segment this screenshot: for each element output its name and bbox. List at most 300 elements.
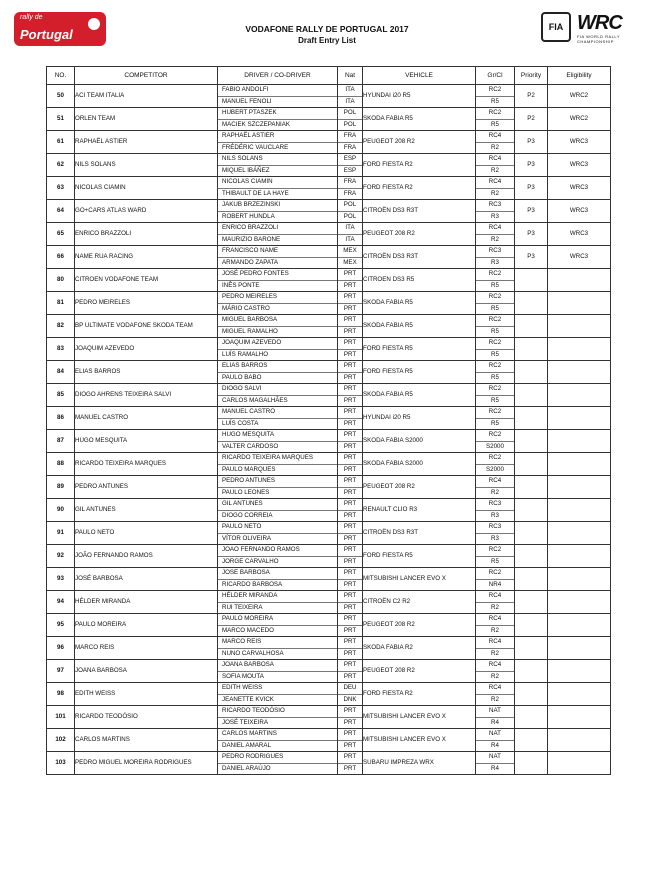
class: R5 [491,327,499,335]
codriver-nationality: PRT [343,396,357,404]
driver-nationality: PRT [338,545,362,557]
priority [515,338,548,361]
priority [515,499,548,522]
driver-name: FRANCISCO NAME [218,246,337,258]
eligibility [548,545,611,568]
table-row [47,752,611,775]
driver-name: JAKUB BRZEZINSKI [218,200,337,212]
codriver-nationality: ITA [345,235,355,243]
car-number: 51 [47,108,75,131]
class: R3 [491,511,499,519]
driver-nationality: PRT [338,522,362,534]
group: RC2 [476,269,514,281]
codriver-name: MIGUEL RAMALHO [222,327,278,335]
car-number: 64 [47,200,75,223]
priority: P3 [515,246,548,269]
driver-codriver-cell [218,315,338,338]
nationality-cell [338,683,363,706]
codriver-nationality: PRT [343,626,357,634]
driver-codriver-cell [218,246,338,269]
codriver-name: SOFIA MOUTA [222,672,264,680]
competitor-name: JOAQUIM AZEVEDO [75,338,218,361]
table-row [47,131,611,154]
driver-nationality: POL [338,108,362,120]
codriver-name: MAURIZIO BARONE [222,235,281,243]
vehicle: SUBARU IMPREZA WRX [363,752,476,775]
driver-codriver-cell [218,499,338,522]
codriver-nationality: PRT [343,373,357,381]
competitor-name: EDITH WEISS [75,683,218,706]
class: R4 [491,764,499,772]
group: NAT [476,729,514,741]
eligibility: WRC2 [548,85,611,108]
vehicle: PEUGEOT 208 R2 [363,614,476,637]
driver-codriver-cell [218,476,338,499]
table-row [47,200,611,223]
competitor-name: NICOLAS CIAMIN [75,177,218,200]
table-row [47,499,611,522]
priority [515,683,548,706]
group: RC4 [476,683,514,695]
group-class-cell [476,223,515,246]
car-number: 83 [47,338,75,361]
nationality-cell [338,338,363,361]
table-row [47,476,611,499]
priority [515,384,548,407]
driver-nationality: POL [338,200,362,212]
eligibility [548,384,611,407]
priority [515,476,548,499]
vehicle: FORD FIESTA R2 [363,683,476,706]
table-row [47,154,611,177]
vehicle: SKODA FABIA R5 [363,384,476,407]
driver-name: PEDRO ANTUNES [218,476,337,488]
driver-name: CARLOS MARTINS [218,729,337,741]
class: R5 [491,97,499,105]
table-row [47,706,611,729]
vehicle: PEUGEOT 208 R2 [363,223,476,246]
vehicle: CITROËN C2 R2 [363,591,476,614]
car-number: 63 [47,177,75,200]
header-eligibility: Eligibility [548,67,611,85]
codriver-name: INÊS PONTE [222,281,260,289]
eligibility: WRC3 [548,131,611,154]
priority [515,361,548,384]
table-row [47,246,611,269]
competitor-name: HUGO MESQUITA [75,430,218,453]
nationality-cell [338,545,363,568]
driver-nationality: PRT [338,591,362,603]
driver-name: PEDRO RODRIGUES [218,752,337,764]
driver-codriver-cell [218,292,338,315]
driver-name: RAPHAËL ASTIER [218,131,337,143]
group-class-cell [476,246,515,269]
eligibility: WRC2 [548,108,611,131]
group: NAT [476,752,514,764]
car-number: 88 [47,453,75,476]
driver-name: ELIAS BARROS [218,361,337,373]
driver-codriver-cell [218,269,338,292]
car-number: 84 [47,361,75,384]
nationality-cell [338,246,363,269]
group-class-cell [476,499,515,522]
vehicle: HYUNDAI i20 R5 [363,85,476,108]
driver-nationality: PRT [338,269,362,281]
vehicle: FORD FIESTA R5 [363,545,476,568]
car-number: 81 [47,292,75,315]
car-number: 98 [47,683,75,706]
driver-codriver-cell [218,568,338,591]
codriver-name: ROBERT HUNDLA [222,212,275,220]
nationality-cell [338,131,363,154]
group-class-cell [476,338,515,361]
group-class-cell [476,545,515,568]
car-number: 65 [47,223,75,246]
codriver-nationality: POL [343,212,357,220]
driver-nationality: PRT [338,315,362,327]
class: R5 [491,281,499,289]
driver-nationality: ITA [338,85,362,97]
codriver-name: LUÍS RAMALHO [222,350,269,358]
group-class-cell [476,177,515,200]
table-row [47,85,611,108]
driver-name: JOSE BARBOSA [218,568,337,580]
table-row [47,269,611,292]
eligibility [548,522,611,545]
codriver-nationality: FRA [343,143,357,151]
table-row [47,729,611,752]
vehicle: SKODA FABIA S2000 [363,453,476,476]
driver-nationality: PRT [338,660,362,672]
vehicle: MITSUBISHI LANCER EVO X [363,729,476,752]
class: R2 [491,143,499,151]
class: R5 [491,557,499,565]
priority [515,568,548,591]
driver-codriver-cell [218,729,338,752]
codriver-name: JORGE CARVALHO [222,557,279,565]
group-class-cell [476,568,515,591]
driver-name: HUGO MESQUITA [218,430,337,442]
driver-nationality: ITA [338,223,362,235]
priority [515,545,548,568]
competitor-name: PEDRO MIGUEL MOREIRA RODRIGUES [75,752,218,775]
nationality-cell [338,476,363,499]
group: RC2 [476,453,514,465]
header-nat: Nat [338,67,363,85]
codriver-name: VÍTOR OLIVEIRA [222,534,272,542]
vehicle: FORD FIESTA R5 [363,361,476,384]
vehicle: PEUGEOT 208 R2 [363,660,476,683]
competitor-name: CITROEN VODAFONE TEAM [75,269,218,292]
class: S2000 [486,465,504,473]
vehicle: MITSUBISHI LANCER EVO X [363,706,476,729]
car-number: 90 [47,499,75,522]
group: RC4 [476,476,514,488]
class: S2000 [486,442,504,450]
car-number: 93 [47,568,75,591]
car-number: 85 [47,384,75,407]
driver-name: EDITH WEISS [218,683,337,695]
competitor-name: ENRICO BRAZZOLI [75,223,218,246]
priority [515,522,548,545]
driver-codriver-cell [218,591,338,614]
group: RC2 [476,407,514,419]
codriver-name: PAULO BABO [222,373,262,381]
group: RC2 [476,85,514,97]
nationality-cell [338,729,363,752]
group-class-cell [476,361,515,384]
group-class-cell [476,614,515,637]
car-number: 82 [47,315,75,338]
competitor-name: BP ULTIMATE VODAFONE SKODA TEAM [75,315,218,338]
logo-main-text: Portugal [20,27,73,42]
table-row [47,292,611,315]
car-number: 96 [47,637,75,660]
competitor-name: MARCO REIS [75,637,218,660]
codriver-name: MACIEK SZCZEPANIAK [222,120,290,128]
codriver-name: MARCO MACEDO [222,626,274,634]
competitor-name: PEDRO ANTUNES [75,476,218,499]
group-class-cell [476,729,515,752]
priority: P2 [515,108,548,131]
vehicle: SKODA FABIA R5 [363,292,476,315]
eligibility [548,338,611,361]
car-number: 80 [47,269,75,292]
nationality-cell [338,407,363,430]
competitor-name: NAME RUA RACING [75,246,218,269]
class: R2 [491,672,499,680]
class: R3 [491,258,499,266]
driver-name: PEDRO MEIRELES [218,292,337,304]
codriver-nationality: PRT [343,419,357,427]
eligibility: WRC3 [548,154,611,177]
group-class-cell [476,522,515,545]
group-class-cell [476,131,515,154]
document-subtitle: Draft Entry List [298,36,356,45]
driver-codriver-cell [218,85,338,108]
vehicle: FORD FIESTA R2 [363,154,476,177]
competitor-name: JOSÉ BARBOSA [75,568,218,591]
group-class-cell [476,752,515,775]
class: R2 [491,189,499,197]
table-row [47,637,611,660]
group: RC2 [476,292,514,304]
class: R2 [491,649,499,657]
codriver-nationality: PRT [343,580,357,588]
driver-name: JOANA BARBOSA [218,660,337,672]
fia-logo: FIA [541,12,571,42]
wrc-logo [577,12,639,42]
driver-name: PAULO MOREIRA [218,614,337,626]
vehicle: PEUGEOT 208 R2 [363,476,476,499]
vehicle: PEUGEOT 208 R2 [363,131,476,154]
vehicle: CITROËN DS3 R3T [363,246,476,269]
vehicle: CITROËN DS3 R3T [363,200,476,223]
driver-nationality: PRT [338,338,362,350]
driver-name: MANUEL CASTRO [218,407,337,419]
driver-name: GIL ANTUNES [218,499,337,511]
driver-codriver-cell [218,200,338,223]
car-number: 89 [47,476,75,499]
group: RC4 [476,177,514,189]
group: RC2 [476,315,514,327]
codriver-name: LUÍS COSTA [222,419,259,427]
driver-nationality: PRT [338,476,362,488]
competitor-name: ORLEN TEAM [75,108,218,131]
competitor-name: ELIAS BARROS [75,361,218,384]
competitor-name: RAPHAËL ASTIER [75,131,218,154]
logo-small-text: rally de [20,14,43,21]
group-class-cell [476,591,515,614]
driver-codriver-cell [218,407,338,430]
nationality-cell [338,292,363,315]
vehicle: CITROEN DS3 R5 [363,269,476,292]
eligibility: WRC3 [548,223,611,246]
codriver-nationality: PRT [343,649,357,657]
nationality-cell [338,430,363,453]
codriver-nationality: PRT [343,442,357,450]
codriver-nationality: ESP [343,166,357,174]
competitor-name: MANUEL CASTRO [75,407,218,430]
codriver-nationality: ITA [345,97,355,105]
codriver-name: DIOGO CORREIA [222,511,273,519]
priority [515,729,548,752]
header-priority: Priority [515,67,548,85]
nationality-cell [338,499,363,522]
eligibility: WRC3 [548,177,611,200]
nationality-cell [338,591,363,614]
driver-nationality: PRT [338,453,362,465]
eligibility [548,660,611,683]
priority [515,315,548,338]
group-class-cell [476,660,515,683]
driver-nationality: MEX [338,246,362,258]
driver-name: HÉLDER MIRANDA [218,591,337,603]
table-row [47,591,611,614]
codriver-nationality: PRT [343,764,357,772]
header-group-class: Gr/Cl [476,67,515,85]
priority [515,637,548,660]
group-class-cell [476,683,515,706]
group: RC3 [476,499,514,511]
nationality-cell [338,269,363,292]
codriver-name: MÁRIO CASTRO [222,304,270,312]
codriver-nationality: PRT [343,488,357,496]
driver-codriver-cell [218,637,338,660]
driver-codriver-cell [218,384,338,407]
codriver-name: PAULO LEONES [222,488,270,496]
group: RC2 [476,545,514,557]
class: R2 [491,603,499,611]
table-row [47,361,611,384]
driver-codriver-cell [218,683,338,706]
car-number: 62 [47,154,75,177]
group: RC2 [476,361,514,373]
codriver-name: PAULO MARQUES [222,465,276,473]
table-row [47,683,611,706]
codriver-nationality: PRT [343,511,357,519]
priority [515,752,548,775]
codriver-name: RUI TEIXEIRA [222,603,263,611]
nationality-cell [338,315,363,338]
codriver-name: VALTER CARDOSO [222,442,279,450]
priority [515,269,548,292]
group: RC3 [476,246,514,258]
vehicle: SKODA FABIA S2000 [363,430,476,453]
codriver-nationality: PRT [343,304,357,312]
driver-name: RICARDO TEODÓSIO [218,706,337,718]
competitor-name: PEDRO MEIRELES [75,292,218,315]
nationality-cell [338,453,363,476]
codriver-name: CARLOS MAGALHÃES [222,396,288,404]
competitor-name: CARLOS MARTINS [75,729,218,752]
car-number: 97 [47,660,75,683]
nationality-cell [338,361,363,384]
driver-name: ENRICO BRAZZOLI [218,223,337,235]
nationality-cell [338,706,363,729]
competitor-name: RICARDO TEIXEIRA MARQUES [75,453,218,476]
nationality-cell [338,223,363,246]
table-row [47,384,611,407]
priority [515,453,548,476]
group-class-cell [476,154,515,177]
wrc-logo-text: WRC [577,12,622,34]
codriver-nationality: PRT [343,672,357,680]
driver-nationality: PRT [338,430,362,442]
table-row [47,453,611,476]
driver-codriver-cell [218,522,338,545]
driver-name: JOSÉ PEDRO FONTES [218,269,337,281]
page-header [0,0,654,62]
driver-codriver-cell [218,154,338,177]
car-number: 92 [47,545,75,568]
driver-name: NILS SOLANS [218,154,337,166]
priority: P3 [515,200,548,223]
eligibility [548,269,611,292]
group: RC2 [476,430,514,442]
competitor-name: JOANA BARBOSA [75,660,218,683]
driver-codriver-cell [218,177,338,200]
competitor-name: PAULO NETO [75,522,218,545]
codriver-name: NUNO CARVALHOSA [222,649,284,657]
driver-nationality: PRT [338,568,362,580]
driver-nationality: PRT [338,384,362,396]
priority: P3 [515,223,548,246]
nationality-cell [338,154,363,177]
group: RC4 [476,591,514,603]
priority [515,292,548,315]
table-row [47,522,611,545]
group-class-cell [476,430,515,453]
eligibility [548,315,611,338]
group: NAT [476,706,514,718]
car-number: 61 [47,131,75,154]
eligibility [548,729,611,752]
header-competitor: COMPETITOR [75,67,218,85]
eligibility [548,614,611,637]
driver-nationality: PRT [338,292,362,304]
driver-name: PAULO NETO [218,522,337,534]
codriver-nationality: PRT [343,718,357,726]
driver-nationality: ESP [338,154,362,166]
table-row [47,177,611,200]
eligibility [548,499,611,522]
driver-nationality: FRA [338,131,362,143]
driver-nationality: DEU [338,683,362,695]
eligibility [548,706,611,729]
table-row [47,407,611,430]
competitor-name: JOÃO FERNANDO RAMOS [75,545,218,568]
